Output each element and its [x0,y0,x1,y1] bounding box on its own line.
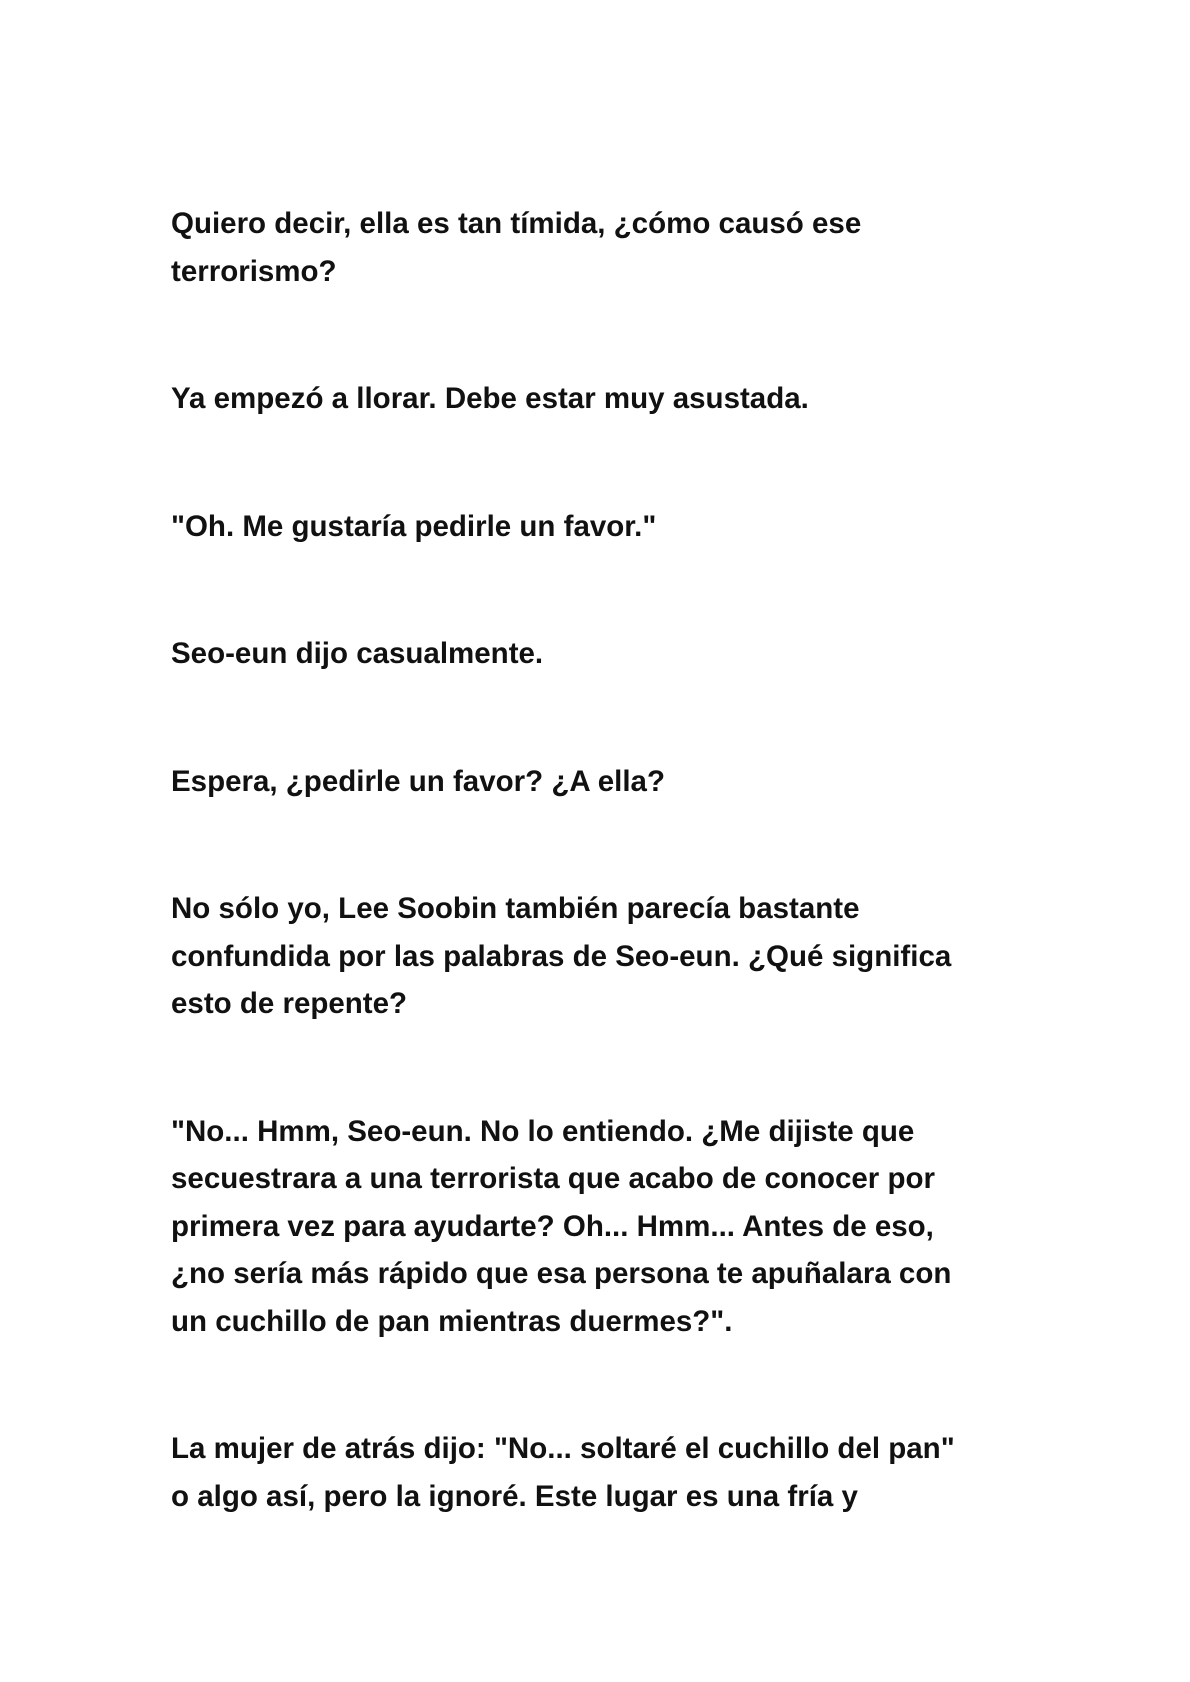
paragraph [171,375,1021,423]
text-line: Quiero decir, ella es tan tímida, ¿cómo causó ese [171,207,862,240]
text-column [171,200,1021,1520]
text-line: esto de repente? [171,987,408,1020]
text-line: La mujer de atrás dijo: "No... soltaré el cuchillo del pan" [171,1432,955,1465]
text-line: primera vez para ayudarte? Oh... Hmm... Antes de eso, [171,1209,934,1243]
paragraph [171,503,1021,551]
text-line: un cuchillo de pan mientras duermes?". [171,1304,733,1338]
paragraph [171,1425,1021,1520]
text-line: "No... Hmm, Seo-eun. No lo entiendo. ¿Me dijiste que [171,1114,915,1148]
paragraph [171,758,1021,806]
text-line: o algo así, pero la ignoré. Este lugar es una fría y [171,1479,858,1513]
text-line: No sólo yo, Lee Soobin también parecía bastante [171,892,860,925]
paragraph [171,630,1021,678]
text-line: ¿no sería más rápido que esa persona te apuñalara con [171,1257,952,1290]
paragraph [171,200,1021,295]
paragraph [171,885,1021,1028]
text-line: secuestrara a una terrorista que acabo de conocer por [171,1162,936,1195]
text-line: "Oh. Me gustaría pedirle un favor." [171,509,657,543]
text-line: terrorismo? [171,254,337,288]
text-line: confundida por las palabras de Seo-eun. ¿Qué significa [171,939,952,973]
text-line: Ya empezó a llorar. Debe estar muy asustada. [171,382,809,415]
text-line: Espera, ¿pedirle un favor? ¿A ella? [171,764,665,798]
paragraph [171,1108,1021,1346]
text-line: Seo-eun dijo casualmente. [171,637,544,670]
